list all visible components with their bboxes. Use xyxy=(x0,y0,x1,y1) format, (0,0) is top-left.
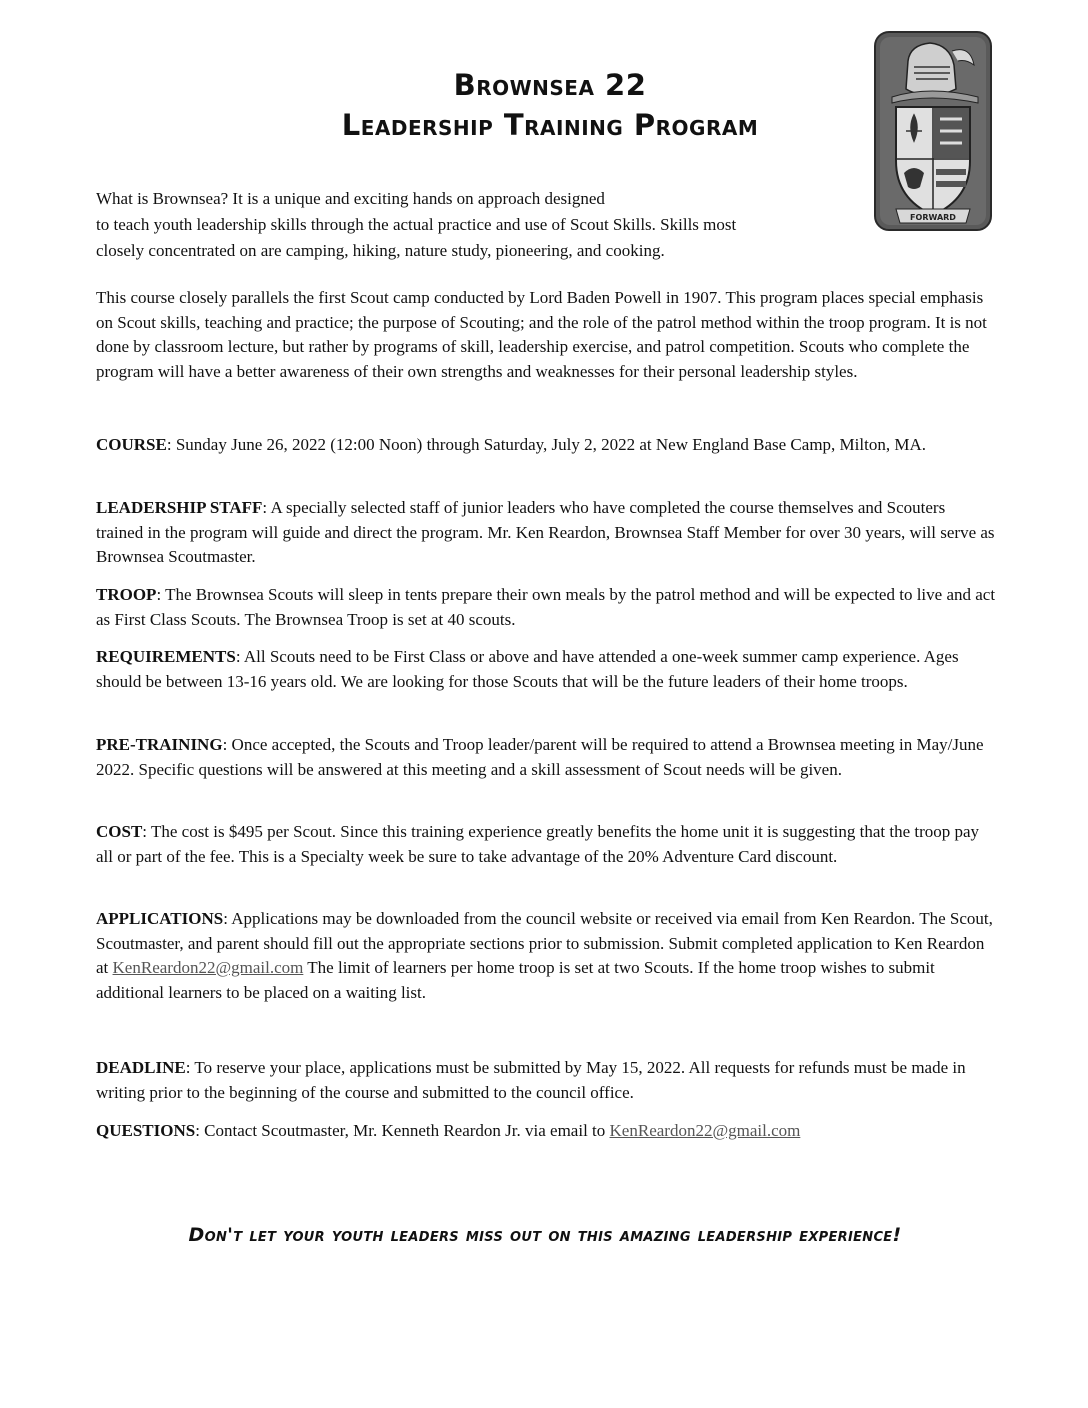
questions-email-link[interactable]: KenReardon22@gmail.com xyxy=(609,1121,801,1140)
staff-section xyxy=(96,496,996,570)
section-label: PRE-TRAINING xyxy=(96,735,223,754)
section-label: COURSE xyxy=(96,435,167,454)
section-text: The limit of learners per home troop is set at two Scouts. If the home troop wishes to submit additional learners to be placed on a waiting list. xyxy=(96,958,935,1002)
intro-line: to teach youth leadership skills through the actual practice and use of Scout Skills. Skills most xyxy=(96,215,737,234)
section-text: : All Scouts need to be First Class or above and have attended a one-week summer camp experience. Ages should be between 13-16 years old. We are looking for those Scouts that will be the future leaders of their home troops. xyxy=(96,647,959,691)
troop-section xyxy=(96,583,996,632)
section-text: : Sunday June 26, 2022 (12:00 Noon) through Saturday, July 2, 2022 at New England Base Camp, Milton, MA. xyxy=(166,435,926,454)
section-text: : A specially selected staff of junior leaders who have completed the course themselves and Scouters trained in the program will guide and direct the program. Mr. Ken Reardon, Brownsea Staff Member for over 30 years, will serve as Brownsea Scoutmaster. xyxy=(96,498,995,566)
section-text: : The Brownsea Scouts will sleep in tents prepare their own meals by the patrol method and will be expected to live and act as First Class Scouts. The Brownsea Troop is set at 40 scouts. xyxy=(96,585,996,629)
intro-line: What is Brownsea? It is a unique and exciting hands on approach designed xyxy=(96,189,605,208)
section-label: REQUIREMENTS xyxy=(96,647,236,666)
questions-section xyxy=(96,1119,996,1144)
crest-motto: FORWARD xyxy=(910,213,956,222)
section-label: APPLICATIONS xyxy=(96,909,224,928)
pretraining-section xyxy=(96,733,996,782)
section-label: QUESTIONS xyxy=(96,1121,196,1140)
cost-section xyxy=(96,820,996,869)
deadline-section xyxy=(96,1056,996,1105)
overview-paragraph: This course closely parallels the first Scout camp conducted by Lord Baden Powell in 1907. This program places special emphasis on Scout skills, teaching and practice; the purpose of Scouting; and the role of the patrol method within the troop program. It is not done by classroom lecture, but rather by programs of skill, leadership exercise, and patrol competition. Scouts who complete the program will have a better awareness of their own strengths and weaknesses for their personal leadership styles. xyxy=(96,288,987,381)
applications-email-link[interactable]: KenReardon22@gmail.com xyxy=(112,958,304,977)
section-label: DEADLINE xyxy=(96,1058,186,1077)
document-title-line2: Leadership Training Program xyxy=(341,108,759,142)
section-label: LEADERSHIP STAFF xyxy=(96,498,263,517)
document-title-line1: Brownsea 22 xyxy=(453,68,647,102)
section-label: TROOP xyxy=(96,585,157,604)
section-text: : Contact Scoutmaster, Mr. Kenneth Reardon Jr. via email to xyxy=(195,1121,610,1140)
requirements-section xyxy=(96,645,996,694)
intro-line: closely concentrated on are camping, hiking, nature study, pioneering, and cooking. xyxy=(96,241,665,260)
section-text: : The cost is $495 per Scout. Since this training experience greatly benefits the home unit it is suggesting that the troop pay all or part of the fee. This is a Specialty week be sure to take advantage of the 20% Adventure Card discount. xyxy=(96,822,980,866)
section-text: : Once accepted, the Scouts and Troop leader/parent will be required to attend a Brownsea meeting in May/June 2022. Specific questions will be answered at this meeting and a skill assessment of Scout needs will be given. xyxy=(96,735,984,779)
footer-callout: Don't let your youth leaders miss out on this amazing leadership experience! xyxy=(188,1224,902,1246)
section-label: COST xyxy=(96,822,143,841)
section-text: : To reserve your place, applications must be submitted by May 15, 2022. All requests for refunds must be made in writing prior to the beginning of the course and submitted to the council office. xyxy=(96,1058,966,1102)
intro-paragraph xyxy=(96,186,856,264)
course-section xyxy=(96,433,996,458)
section-text: : Applications may be downloaded from the council website or received via email from Ken Reardon. The Scout, Scoutmaster, and parent should fill out the appropriate sections prior to submission. Submit completed application to Ken Reardon at xyxy=(96,909,993,977)
applications-section xyxy=(96,907,996,1005)
scout-crest-icon xyxy=(874,31,992,231)
